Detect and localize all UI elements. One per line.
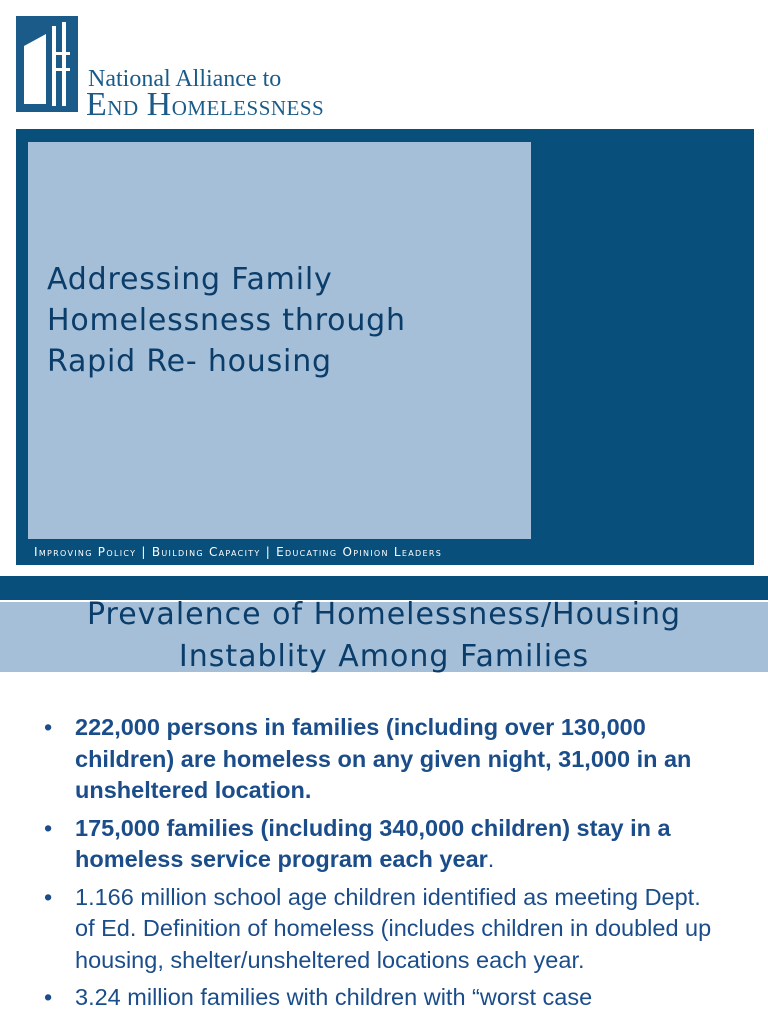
- list-item: • 222,000 persons in families (including over 130,000 children) are homeless on any given night, 31,000 in an unsheltered location.: [44, 712, 724, 807]
- logo-text-line1: National Alliance to: [88, 66, 282, 92]
- slide-heading: Prevalence of Homelessness/Housing Instablity Among Families: [86, 597, 681, 674]
- logo-text-line2: End Homelessness: [86, 86, 325, 123]
- building-logo-icon: [16, 16, 78, 112]
- title-box: [28, 142, 531, 539]
- slide-title-heading: Addressing Family Homelessness through Rapid Re- housing: [47, 262, 406, 379]
- list-item: • 3.24 million families with children with “worst case: [44, 982, 724, 1014]
- list-item: • 1.166 million school age children identified as meeting Dept. of Ed. Definition of homeless (includes children in doubled up housing, shelter/unsheltered locations each year.: [44, 882, 724, 977]
- tagline: Improving Policy | Building Capacity | Educating Opinion Leaders: [34, 545, 443, 559]
- bullet-list: [44, 712, 724, 1020]
- organization-logo: [16, 16, 396, 123]
- slide-prevalence: [0, 572, 768, 1024]
- list-item: • 175,000 families (including 340,000 children) stay in a homeless service program each year.: [44, 813, 724, 876]
- title-panel: [16, 129, 754, 565]
